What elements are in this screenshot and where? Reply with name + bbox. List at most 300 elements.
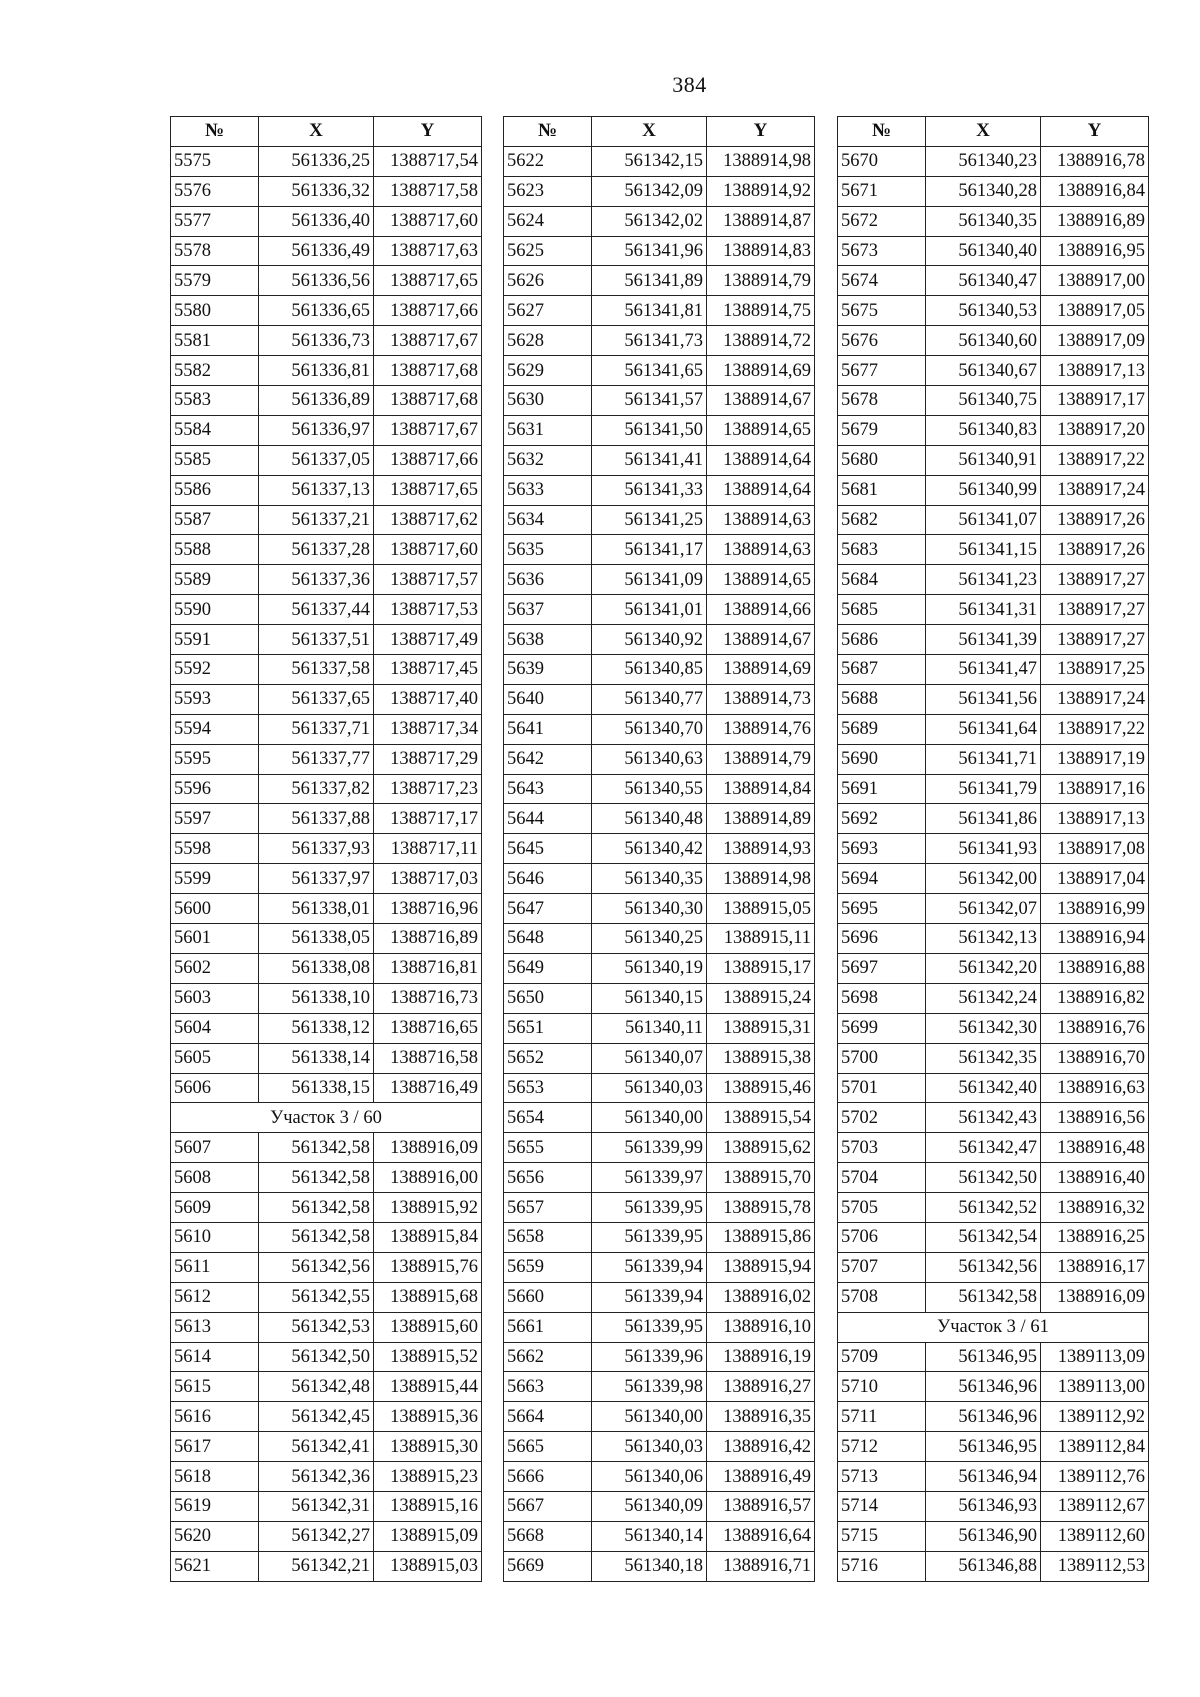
x-coordinate-cell: 561336,40 xyxy=(259,206,374,236)
table-row xyxy=(504,505,815,535)
table-row xyxy=(504,1073,815,1103)
table-row xyxy=(838,983,1149,1013)
table-row xyxy=(504,356,815,386)
point-number-cell: 5700 xyxy=(838,1043,926,1073)
table-row xyxy=(838,1222,1149,1252)
y-coordinate-cell: 1388915,09 xyxy=(374,1521,482,1551)
table-row xyxy=(504,1193,815,1223)
y-coordinate-cell: 1388916,00 xyxy=(374,1163,482,1193)
x-coordinate-cell: 561342,27 xyxy=(259,1521,374,1551)
table-row xyxy=(504,266,815,296)
y-coordinate-cell: 1388716,96 xyxy=(374,894,482,924)
point-number-cell: 5658 xyxy=(504,1222,592,1252)
point-number-cell: 5623 xyxy=(504,176,592,206)
point-number-cell: 5682 xyxy=(838,505,926,535)
x-coordinate-cell: 561340,60 xyxy=(926,326,1041,356)
x-coordinate-cell: 561340,00 xyxy=(592,1402,707,1432)
point-number-cell: 5677 xyxy=(838,356,926,386)
point-number-cell: 5595 xyxy=(171,744,259,774)
y-coordinate-cell: 1388914,83 xyxy=(707,236,815,266)
table-row xyxy=(504,1342,815,1372)
y-coordinate-cell: 1388916,57 xyxy=(707,1491,815,1521)
table-row xyxy=(171,1521,482,1551)
point-number-cell: 5620 xyxy=(171,1521,259,1551)
x-coordinate-cell: 561342,55 xyxy=(259,1282,374,1312)
header-number: № xyxy=(838,117,926,147)
point-number-cell: 5607 xyxy=(171,1133,259,1163)
x-coordinate-cell: 561337,71 xyxy=(259,714,374,744)
table-row xyxy=(504,206,815,236)
x-coordinate-cell: 561340,53 xyxy=(926,296,1041,326)
point-number-cell: 5634 xyxy=(504,505,592,535)
y-coordinate-cell: 1388717,11 xyxy=(374,834,482,864)
x-coordinate-cell: 561340,00 xyxy=(592,1103,707,1133)
point-number-cell: 5653 xyxy=(504,1073,592,1103)
table-row xyxy=(838,146,1149,176)
x-coordinate-cell: 561337,82 xyxy=(259,774,374,804)
point-number-cell: 5676 xyxy=(838,326,926,356)
table-row xyxy=(504,326,815,356)
x-coordinate-cell: 561342,58 xyxy=(259,1222,374,1252)
table-row xyxy=(171,595,482,625)
y-coordinate-cell: 1388716,58 xyxy=(374,1043,482,1073)
table-row xyxy=(838,1521,1149,1551)
x-coordinate-cell: 561339,99 xyxy=(592,1133,707,1163)
x-coordinate-cell: 561337,44 xyxy=(259,595,374,625)
y-coordinate-cell: 1388914,63 xyxy=(707,535,815,565)
x-coordinate-cell: 561342,53 xyxy=(259,1312,374,1342)
y-coordinate-cell: 1388917,05 xyxy=(1041,296,1149,326)
table-row xyxy=(171,1013,482,1043)
point-number-cell: 5644 xyxy=(504,804,592,834)
y-coordinate-cell: 1388914,87 xyxy=(707,206,815,236)
x-coordinate-cell: 561336,49 xyxy=(259,236,374,266)
table-row xyxy=(838,595,1149,625)
table-row xyxy=(504,1282,815,1312)
y-coordinate-cell: 1388914,75 xyxy=(707,296,815,326)
y-coordinate-cell: 1388917,08 xyxy=(1041,834,1149,864)
header-y: Y xyxy=(707,117,815,147)
x-coordinate-cell: 561339,94 xyxy=(592,1282,707,1312)
y-coordinate-cell: 1388917,00 xyxy=(1041,266,1149,296)
y-coordinate-cell: 1388717,29 xyxy=(374,744,482,774)
x-coordinate-cell: 561340,15 xyxy=(592,983,707,1013)
x-coordinate-cell: 561341,47 xyxy=(926,655,1041,685)
y-coordinate-cell: 1388916,09 xyxy=(1041,1282,1149,1312)
point-number-cell: 5596 xyxy=(171,774,259,804)
point-number-cell: 5650 xyxy=(504,983,592,1013)
table-row xyxy=(171,1073,482,1103)
table-row xyxy=(838,505,1149,535)
y-coordinate-cell: 1388915,46 xyxy=(707,1073,815,1103)
x-coordinate-cell: 561342,52 xyxy=(926,1193,1041,1223)
x-coordinate-cell: 561340,25 xyxy=(592,924,707,954)
point-number-cell: 5636 xyxy=(504,565,592,595)
table-row xyxy=(838,744,1149,774)
table-row xyxy=(504,655,815,685)
point-number-cell: 5601 xyxy=(171,924,259,954)
y-coordinate-cell: 1388916,63 xyxy=(1041,1073,1149,1103)
point-number-cell: 5680 xyxy=(838,445,926,475)
point-number-cell: 5640 xyxy=(504,684,592,714)
y-coordinate-cell: 1388916,94 xyxy=(1041,924,1149,954)
y-coordinate-cell: 1388914,84 xyxy=(707,774,815,804)
point-number-cell: 5587 xyxy=(171,505,259,535)
point-number-cell: 5643 xyxy=(504,774,592,804)
point-number-cell: 5670 xyxy=(838,146,926,176)
table-row xyxy=(171,714,482,744)
y-coordinate-cell: 1388916,19 xyxy=(707,1342,815,1372)
table-row xyxy=(838,266,1149,296)
y-coordinate-cell: 1388914,65 xyxy=(707,415,815,445)
table-row xyxy=(838,655,1149,685)
y-coordinate-cell: 1388914,93 xyxy=(707,834,815,864)
point-number-cell: 5583 xyxy=(171,386,259,416)
table-row xyxy=(838,1163,1149,1193)
point-number-cell: 5592 xyxy=(171,655,259,685)
x-coordinate-cell: 561341,09 xyxy=(592,565,707,595)
table-row xyxy=(504,415,815,445)
table-row xyxy=(838,1432,1149,1462)
table-row xyxy=(838,1491,1149,1521)
y-coordinate-cell: 1388717,23 xyxy=(374,774,482,804)
y-coordinate-cell: 1388916,25 xyxy=(1041,1222,1149,1252)
y-coordinate-cell: 1388717,67 xyxy=(374,415,482,445)
table-row xyxy=(838,356,1149,386)
point-number-cell: 5613 xyxy=(171,1312,259,1342)
point-number-cell: 5590 xyxy=(171,595,259,625)
table-row xyxy=(504,804,815,834)
y-coordinate-cell: 1388916,32 xyxy=(1041,1193,1149,1223)
x-coordinate-cell: 561337,77 xyxy=(259,744,374,774)
x-coordinate-cell: 561341,33 xyxy=(592,475,707,505)
x-coordinate-cell: 561340,28 xyxy=(926,176,1041,206)
point-number-cell: 5698 xyxy=(838,983,926,1013)
point-number-cell: 5675 xyxy=(838,296,926,326)
y-coordinate-cell: 1388917,26 xyxy=(1041,535,1149,565)
table-row xyxy=(504,924,815,954)
table-row xyxy=(504,1521,815,1551)
point-number-cell: 5699 xyxy=(838,1013,926,1043)
point-number-cell: 5637 xyxy=(504,595,592,625)
point-number-cell: 5679 xyxy=(838,415,926,445)
table-row xyxy=(504,1402,815,1432)
x-coordinate-cell: 561340,42 xyxy=(592,834,707,864)
point-number-cell: 5641 xyxy=(504,714,592,744)
y-coordinate-cell: 1388915,60 xyxy=(374,1312,482,1342)
x-coordinate-cell: 561340,85 xyxy=(592,655,707,685)
y-coordinate-cell: 1388914,69 xyxy=(707,655,815,685)
coordinate-table-3 xyxy=(837,116,1149,1582)
table-row xyxy=(838,625,1149,655)
y-coordinate-cell: 1388717,58 xyxy=(374,176,482,206)
y-coordinate-cell: 1388914,79 xyxy=(707,744,815,774)
point-number-cell: 5710 xyxy=(838,1372,926,1402)
x-coordinate-cell: 561342,58 xyxy=(926,1282,1041,1312)
table-row xyxy=(171,1462,482,1492)
x-coordinate-cell: 561342,56 xyxy=(926,1252,1041,1282)
x-coordinate-cell: 561341,79 xyxy=(926,774,1041,804)
y-coordinate-cell: 1388716,81 xyxy=(374,953,482,983)
table-row xyxy=(171,206,482,236)
y-coordinate-cell: 1388915,17 xyxy=(707,953,815,983)
table-row xyxy=(504,744,815,774)
table-row xyxy=(838,1193,1149,1223)
point-number-cell: 5696 xyxy=(838,924,926,954)
y-coordinate-cell: 1388914,64 xyxy=(707,445,815,475)
table-row xyxy=(171,326,482,356)
y-coordinate-cell: 1388914,76 xyxy=(707,714,815,744)
x-coordinate-cell: 561337,88 xyxy=(259,804,374,834)
x-coordinate-cell: 561337,58 xyxy=(259,655,374,685)
x-coordinate-cell: 561340,14 xyxy=(592,1521,707,1551)
table-row xyxy=(171,266,482,296)
point-number-cell: 5594 xyxy=(171,714,259,744)
point-number-cell: 5615 xyxy=(171,1372,259,1402)
table-row xyxy=(504,1432,815,1462)
point-number-cell: 5612 xyxy=(171,1282,259,1312)
y-coordinate-cell: 1389112,84 xyxy=(1041,1432,1149,1462)
y-coordinate-cell: 1388916,82 xyxy=(1041,983,1149,1013)
table-row xyxy=(504,684,815,714)
x-coordinate-cell: 561342,58 xyxy=(259,1133,374,1163)
table-row xyxy=(504,565,815,595)
table-row xyxy=(504,445,815,475)
point-number-cell: 5604 xyxy=(171,1013,259,1043)
x-coordinate-cell: 561340,35 xyxy=(926,206,1041,236)
table-row xyxy=(838,834,1149,864)
table-row xyxy=(838,1252,1149,1282)
point-number-cell: 5632 xyxy=(504,445,592,475)
header-x: X xyxy=(592,117,707,147)
y-coordinate-cell: 1388917,27 xyxy=(1041,595,1149,625)
y-coordinate-cell: 1388717,68 xyxy=(374,386,482,416)
point-number-cell: 5695 xyxy=(838,894,926,924)
point-number-cell: 5608 xyxy=(171,1163,259,1193)
table-row xyxy=(171,176,482,206)
point-number-cell: 5664 xyxy=(504,1402,592,1432)
point-number-cell: 5707 xyxy=(838,1252,926,1282)
x-coordinate-cell: 561341,65 xyxy=(592,356,707,386)
point-number-cell: 5678 xyxy=(838,386,926,416)
x-coordinate-cell: 561342,58 xyxy=(259,1193,374,1223)
y-coordinate-cell: 1388717,17 xyxy=(374,804,482,834)
y-coordinate-cell: 1388916,71 xyxy=(707,1551,815,1581)
table-row xyxy=(838,953,1149,983)
table-row xyxy=(504,1312,815,1342)
point-number-cell: 5661 xyxy=(504,1312,592,1342)
y-coordinate-cell: 1388716,89 xyxy=(374,924,482,954)
y-coordinate-cell: 1388914,89 xyxy=(707,804,815,834)
y-coordinate-cell: 1388914,67 xyxy=(707,625,815,655)
point-number-cell: 5692 xyxy=(838,804,926,834)
y-coordinate-cell: 1388917,20 xyxy=(1041,415,1149,445)
point-number-cell: 5618 xyxy=(171,1462,259,1492)
y-coordinate-cell: 1388915,70 xyxy=(707,1163,815,1193)
table-row xyxy=(838,176,1149,206)
x-coordinate-cell: 561340,07 xyxy=(592,1043,707,1073)
point-number-cell: 5617 xyxy=(171,1432,259,1462)
table-row xyxy=(171,924,482,954)
point-number-cell: 5635 xyxy=(504,535,592,565)
table-row xyxy=(171,356,482,386)
point-number-cell: 5660 xyxy=(504,1282,592,1312)
point-number-cell: 5672 xyxy=(838,206,926,236)
point-number-cell: 5665 xyxy=(504,1432,592,1462)
table-row xyxy=(504,983,815,1013)
x-coordinate-cell: 561341,01 xyxy=(592,595,707,625)
point-number-cell: 5621 xyxy=(171,1551,259,1581)
header-number: № xyxy=(504,117,592,147)
point-number-cell: 5633 xyxy=(504,475,592,505)
point-number-cell: 5648 xyxy=(504,924,592,954)
table-row xyxy=(171,953,482,983)
table-row xyxy=(171,894,482,924)
table-row xyxy=(504,1043,815,1073)
point-number-cell: 5659 xyxy=(504,1252,592,1282)
point-number-cell: 5631 xyxy=(504,415,592,445)
x-coordinate-cell: 561337,65 xyxy=(259,684,374,714)
x-coordinate-cell: 561341,07 xyxy=(926,505,1041,535)
table-row xyxy=(838,924,1149,954)
table-row xyxy=(504,1551,815,1581)
x-coordinate-cell: 561342,43 xyxy=(926,1103,1041,1133)
x-coordinate-cell: 561346,90 xyxy=(926,1521,1041,1551)
table-row xyxy=(838,1103,1149,1133)
table-row xyxy=(504,1163,815,1193)
x-coordinate-cell: 561340,67 xyxy=(926,356,1041,386)
x-coordinate-cell: 561341,57 xyxy=(592,386,707,416)
x-coordinate-cell: 561342,36 xyxy=(259,1462,374,1492)
y-coordinate-cell: 1388914,63 xyxy=(707,505,815,535)
x-coordinate-cell: 561346,94 xyxy=(926,1462,1041,1492)
y-coordinate-cell: 1388917,24 xyxy=(1041,475,1149,505)
point-number-cell: 5638 xyxy=(504,625,592,655)
x-coordinate-cell: 561342,00 xyxy=(926,864,1041,894)
x-coordinate-cell: 561342,50 xyxy=(259,1342,374,1372)
y-coordinate-cell: 1388916,02 xyxy=(707,1282,815,1312)
table-row xyxy=(171,804,482,834)
table-header-row xyxy=(504,117,815,147)
x-coordinate-cell: 561340,75 xyxy=(926,386,1041,416)
x-coordinate-cell: 561340,92 xyxy=(592,625,707,655)
x-coordinate-cell: 561340,03 xyxy=(592,1432,707,1462)
coordinate-table-1 xyxy=(170,116,482,1582)
table-row xyxy=(171,535,482,565)
point-number-cell: 5586 xyxy=(171,475,259,505)
y-coordinate-cell: 1388915,31 xyxy=(707,1013,815,1043)
y-coordinate-cell: 1388915,44 xyxy=(374,1372,482,1402)
point-number-cell: 5673 xyxy=(838,236,926,266)
x-coordinate-cell: 561340,91 xyxy=(926,445,1041,475)
point-number-cell: 5694 xyxy=(838,864,926,894)
point-number-cell: 5706 xyxy=(838,1222,926,1252)
table-row xyxy=(838,296,1149,326)
y-coordinate-cell: 1388915,94 xyxy=(707,1252,815,1282)
point-number-cell: 5606 xyxy=(171,1073,259,1103)
y-coordinate-cell: 1388917,09 xyxy=(1041,326,1149,356)
y-coordinate-cell: 1388915,03 xyxy=(374,1551,482,1581)
y-coordinate-cell: 1388716,73 xyxy=(374,983,482,1013)
x-coordinate-cell: 561339,95 xyxy=(592,1222,707,1252)
table-row xyxy=(171,146,482,176)
coordinate-table-2 xyxy=(503,116,815,1582)
x-coordinate-cell: 561340,03 xyxy=(592,1073,707,1103)
table-row xyxy=(838,386,1149,416)
table-row xyxy=(171,1551,482,1581)
x-coordinate-cell: 561342,48 xyxy=(259,1372,374,1402)
y-coordinate-cell: 1388717,66 xyxy=(374,296,482,326)
y-coordinate-cell: 1388917,27 xyxy=(1041,625,1149,655)
x-coordinate-cell: 561340,63 xyxy=(592,744,707,774)
y-coordinate-cell: 1388916,27 xyxy=(707,1372,815,1402)
table-row xyxy=(171,864,482,894)
table-row xyxy=(171,744,482,774)
table-row xyxy=(504,774,815,804)
y-coordinate-cell: 1388915,76 xyxy=(374,1252,482,1282)
x-coordinate-cell: 561341,17 xyxy=(592,535,707,565)
x-coordinate-cell: 561341,64 xyxy=(926,714,1041,744)
x-coordinate-cell: 561336,56 xyxy=(259,266,374,296)
y-coordinate-cell: 1388914,79 xyxy=(707,266,815,296)
header-y: Y xyxy=(374,117,482,147)
y-coordinate-cell: 1388914,73 xyxy=(707,684,815,714)
y-coordinate-cell: 1388914,66 xyxy=(707,595,815,625)
x-coordinate-cell: 561341,96 xyxy=(592,236,707,266)
y-coordinate-cell: 1389112,67 xyxy=(1041,1491,1149,1521)
y-coordinate-cell: 1389113,09 xyxy=(1041,1342,1149,1372)
x-coordinate-cell: 561341,89 xyxy=(592,266,707,296)
x-coordinate-cell: 561338,12 xyxy=(259,1013,374,1043)
x-coordinate-cell: 561340,19 xyxy=(592,953,707,983)
x-coordinate-cell: 561341,73 xyxy=(592,326,707,356)
table-row xyxy=(838,1013,1149,1043)
header-x: X xyxy=(926,117,1041,147)
x-coordinate-cell: 561338,08 xyxy=(259,953,374,983)
point-number-cell: 5622 xyxy=(504,146,592,176)
table-row xyxy=(838,1462,1149,1492)
x-coordinate-cell: 561342,47 xyxy=(926,1133,1041,1163)
y-coordinate-cell: 1388717,34 xyxy=(374,714,482,744)
x-coordinate-cell: 561338,10 xyxy=(259,983,374,1013)
y-coordinate-cell: 1388917,19 xyxy=(1041,744,1149,774)
x-coordinate-cell: 561341,41 xyxy=(592,445,707,475)
y-coordinate-cell: 1388915,11 xyxy=(707,924,815,954)
point-number-cell: 5703 xyxy=(838,1133,926,1163)
point-number-cell: 5709 xyxy=(838,1342,926,1372)
x-coordinate-cell: 561338,05 xyxy=(259,924,374,954)
point-number-cell: 5614 xyxy=(171,1342,259,1372)
x-coordinate-cell: 561346,95 xyxy=(926,1342,1041,1372)
point-number-cell: 5712 xyxy=(838,1432,926,1462)
x-coordinate-cell: 561340,11 xyxy=(592,1013,707,1043)
x-coordinate-cell: 561339,96 xyxy=(592,1342,707,1372)
point-number-cell: 5580 xyxy=(171,296,259,326)
table-row xyxy=(504,625,815,655)
table-row xyxy=(838,1372,1149,1402)
point-number-cell: 5683 xyxy=(838,535,926,565)
y-coordinate-cell: 1388916,17 xyxy=(1041,1252,1149,1282)
table-row xyxy=(838,1402,1149,1432)
point-number-cell: 5711 xyxy=(838,1402,926,1432)
point-number-cell: 5585 xyxy=(171,445,259,475)
table-row xyxy=(171,625,482,655)
y-coordinate-cell: 1388717,62 xyxy=(374,505,482,535)
point-number-cell: 5691 xyxy=(838,774,926,804)
point-number-cell: 5611 xyxy=(171,1252,259,1282)
x-coordinate-cell: 561342,45 xyxy=(259,1402,374,1432)
point-number-cell: 5649 xyxy=(504,953,592,983)
